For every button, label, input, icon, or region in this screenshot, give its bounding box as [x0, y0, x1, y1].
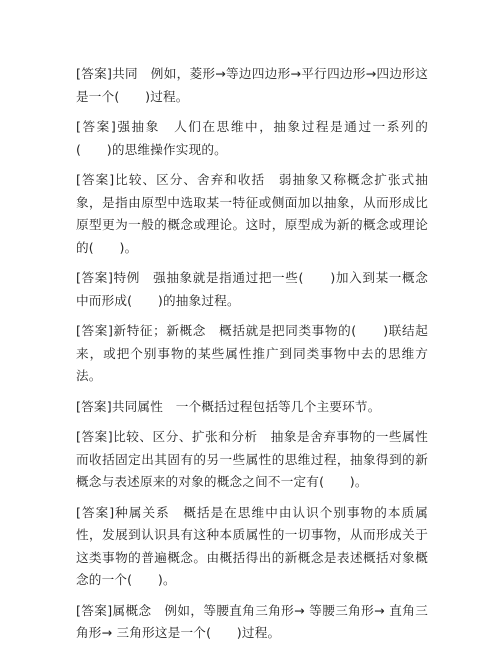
question-item-8: [答案]种属关系 概括是在思维中由认识个别事物的本质属性，发展到认识具有这种本质属性的一切事物，从而形成关于这类事物的普遍概念。由概括得出的新概念是表述概括对象概念的一个( )。: [76, 504, 428, 587]
question-item-7: [答案]比较、区分、扩张和分析 抽象是舍弃事物的一些属性而收括固定出其固有的另一些属性的思维过程，抽象得到的新概念与表述原来的对象的概念之间不一定有( )。: [76, 429, 428, 489]
question-item-6: [答案]共同属性 一个概括过程包括等几个主要环节。: [76, 398, 381, 414]
question-item-1: [答案]共同 例如，菱形→等边四边形→平行四边形→四边形这是一个( )过程。: [76, 66, 428, 104]
question-item-4: [答案]特例 强抽象就是指通过把一些( )加入到某一概念中而形成( )的抽象过程。: [76, 270, 428, 308]
document-page: [76, 63, 428, 653]
question-item-3: [答案]比较、区分、舍弃和收括 弱抽象又称概念扩张式抽象，是指由原型中选取某一特征或侧面加以抽象，从而形成比原型更为一般的概念或理论。这时，原型成为新的概念或理论的( )。: [76, 172, 428, 255]
question-item-5: [答案]新特征；新概念 概括就是把同类事物的( )联结起来，或把个别事物的某些属性推广到同类事物中去的思维方法。: [76, 323, 428, 383]
question-item-2: [答案]强抽象 人们在思维中，抽象过程是通过一系列的( )的思维操作实现的。: [76, 119, 428, 157]
question-item-9: [答案]属概念 例如，等腰直角三角形→ 等腰三角形→ 直角三角形→ 三角形这是一个( )过程。: [76, 602, 428, 640]
